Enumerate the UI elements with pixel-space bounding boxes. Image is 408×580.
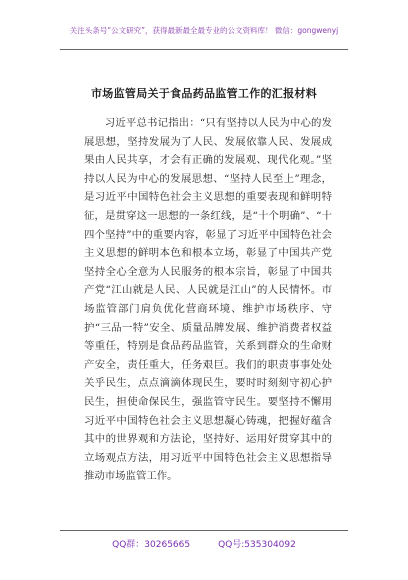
header-divider xyxy=(60,49,348,50)
footer-divider xyxy=(60,530,348,531)
qq-number: QQ号:535304092 xyxy=(218,540,296,550)
header-note: 关注头条号“公文研究”，获得最新最全最专业的公文资料库！ 微信：gongwenyj xyxy=(69,26,339,35)
body-paragraph: 习近平总书记指出：“只有坚持以人民为中心的发展思想，坚持发展为了人民、发展依靠人民、发展成果由人民共享，才会有正确的发展观、现代化观。”坚持以人民为中心的发展思想、“坚持人民至上”理念，是习近平中国特色社会主义思想的重要表现和鲜明特征，是贯穿这一思想的一条红线，是“十个明确”、“十四个坚持”中的重要内容，彰显了习近平中国特色社会主义思想的鲜明本色和根本立场，彰显了中国共产党坚持全心全意为人民服务的根本宗旨，彰显了中国共产党“江山就是人民、人民就是江山”的人民情怀。市场监管部门肩负优化营商环境、维护市场秩序、守护“三品一特”安全、质量品牌发展、维护消费者权益等重任，特别是食品药品监管，关系到群众的生命财产安全，责任重大，任务艰巨。我们的职责事事处处关乎民生，点点滴滴体现民生，要时时刻刻守初心护民生，担使命保民生，强监管守民生。要坚持不懈用习近平中国特色社会主义思想凝心铸魂，把握好蕴含其中的世界观和方法论，坚持好、运用好贯穿其中的立场观点方法，用习近平中国特色社会主义思想指导推动市场监管工作。 xyxy=(84,117,332,483)
document-title: 市场监管局关于食品药品监管工作的汇报材料 xyxy=(91,87,317,100)
qq-group-number: QQ群：30265665 xyxy=(112,540,191,550)
footer-contacts xyxy=(0,537,408,550)
